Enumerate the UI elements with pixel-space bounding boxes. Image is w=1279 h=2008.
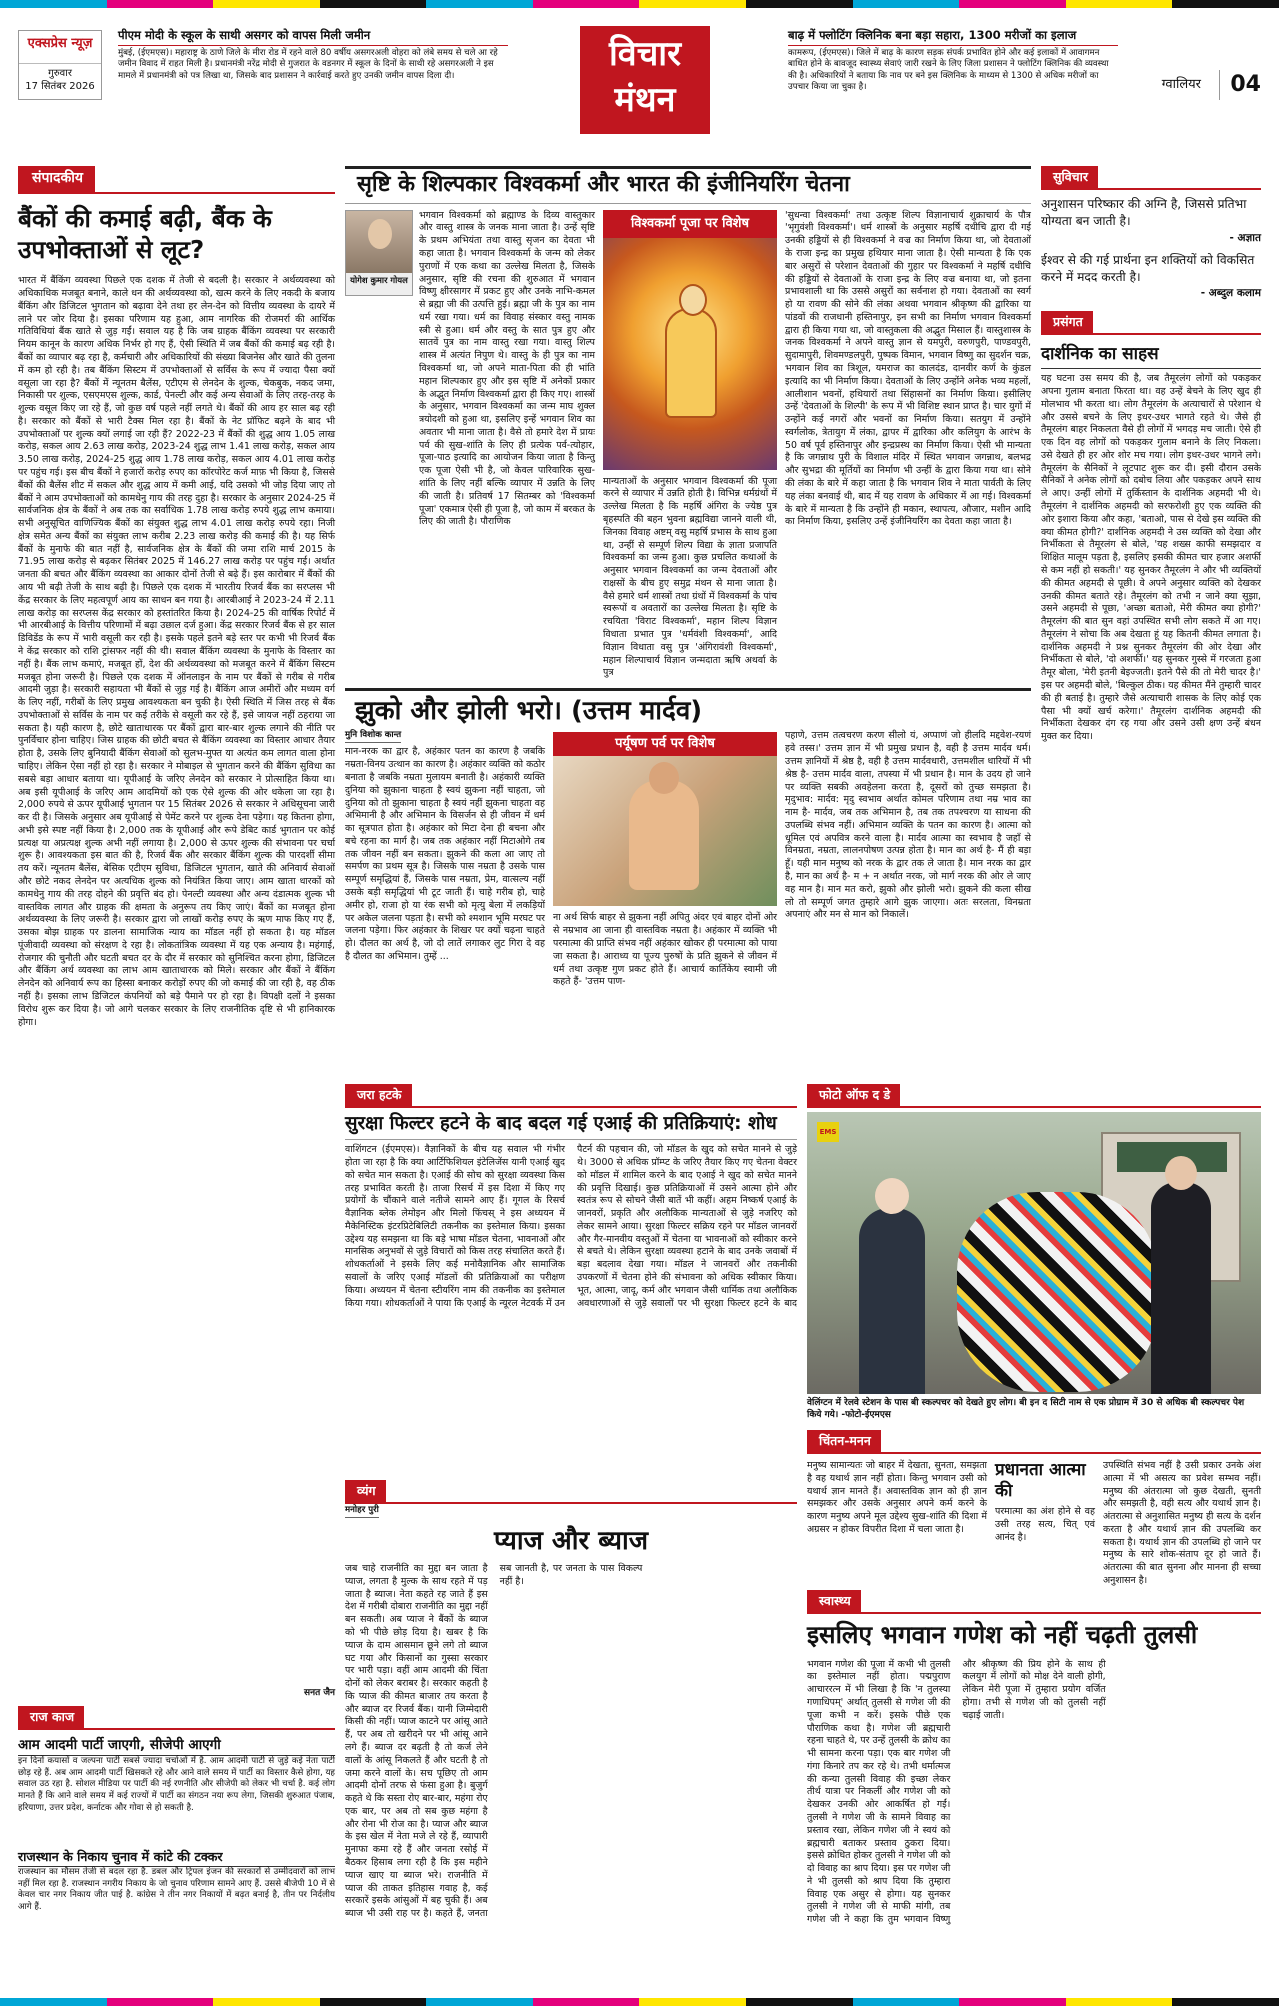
editorial-body: भारत में बैंकिंग व्यवस्था पिछले एक दशक में तेजी से बदली है। सरकार ने अर्थव्यवस्था को अधिकाधिक मजबूत बनाने, काले धन की अर्थव्यवस्था को, खत्म करने के लिए नकदी के बजाय बैंकिंग और डिजिटल भुगतान को बढ़ावा देने तथा हर लेन-देन को वित्तीय व्यवस्था के दायरे में लाने पर जोर दिया है। इसका परिणाम यह हुआ, आम नागरिक की रोजमर्रा की आर्थिक गतिविधियां बैंक खाते से जुड़ गईं। सवाल यह है कि जब ग्राहक बैंकिंग व्यवस्था पर सरकारी नियम कानून के कारण अधिक निर्भर हो गए हैं, ऐसी स्थिति में जब बैंकों की कमाई बढ़ रही है। बैंकों का व्यापार बढ़ रहा है, कर्मचारी और अधिकारियों की संख्या बिजनेस और खाते की तुलना में कम हो रही है। तब बैंकिंग सिस्टम में उपभोक्ताओं से सर्विस के रूप में ज्यादा पैसा क्यों वसूला जा रहा है? बैंकों में न्यूनतम बैलेंस, एटीएम से लेनदेन के शुल्क, चेकबुक, नकद जमा, निकासी पर शुल्क, एसएमएस शुल्क, कार्ड, पेनल्टी और कई अन्य सेवाओं के लिए तरह-तरह के शुल्क वसूल किए जा रहे हैं, जो कुछ वर्ष पहले नहीं लगते थे। बैंकों की आय हर साल बढ़ रही है। सरकार को बैंकों से भारी टैक्स मिल रहा है। बैंकों के नेट प्रॉफिट बढ़ने के बाद भी उपभोक्ताओं पर शुल्क क्यों लगाई जा रही हैं? 2022-23 में बैंकों की शुद्ध आय 1.05 लाख करोड़, सकल आय 2.63 लाख करोड़, 2023-24 शुद्ध लाभ 1.41 लाख करोड़, सकल आय 3.50 लाख करोड़, 2024-25 शुद्ध आय 1.78 लाख करोड़, सकल आय 4.01 लाख करोड़ पर पहुंच गई। इस बीच बैंकों ने हजारों करोड़ रुपए का कॉरपोरेट कर्ज माफ़ भी किया है, जिससे बैंकों की बैलेंस शीट में सकल और शुद्ध आय में कमी आई, यदि उसको भी जोड़ दिया जाए तो बैंकों ने आम उपभोक्ताओं को कामधेनु गाय की तरह दुहा है। सरकार के अनुसार 2024-25 में सार्वजनिक क्षेत्र के बैंकों ने अब तक का सर्वाधिक 1.78 लाख करोड़ रुपये शुद्ध लाभ कमाया। सभी अनुसूचित वाणिज्यिक बैंकों का संयुक्त शुद्ध लाभ 4.01 लाख करोड़ रुपये रहा। निजी क्षेत्र समेत अन्य बैंकों का संयुक्त लाभ करीब 2.23 लाख करोड़ की कमाई की है। यह सिर्फ बैंकों के मुनाफे की बात नहीं है, सार्वजनिक क्षेत्र के बैंकों की जमा राशि मार्च 2015 के 71.95 लाख करोड़ से बढ़कर सितंबर 2025 में 146.27 लाख करोड़ पर पहुंच गई। अर्थात जनता की बचत और बैंकिंग व्यवस्था का आकार दोनों तेजी से बढ़े हैं। इस कारोबार में बैंकों की आय भी बढ़ी तेजी के साथ बढ़ी है। पिछले एक दशक में भारतीय रिजर्व बैंक का सरप्लस भी केंद्र सरकार के लिए महत्वपूर्ण आय का साधन बन गया है। आरबीआई ने 2023-24 में 2.11 लाख करोड़ का सरप्लस केंद्र सरकार को हस्तांतरित किया है। 2024-25 की वार्षिक रिपोर्ट में भी आरबीआई के वित्तीय परिणामों में बढ़ा उछाल दर्ज हुआ। केंद्र सरकार रिजर्व बैंक से हर साल डिविडेंड के रूप में भारी वसूली कर रही है। इसके पहले इतने बड़े स्तर पर कभी भी रिजर्व बैंक ने केंद्र सरकार को राशि ट्रांसफर नहीं की थी। सवाल बैंकिंग व्यवस्था के मुनाफे के विस्तार का नहीं है। बैंक लाभ कमाएं, मजबूत हों, देश की अर्थव्यवस्था को मजबूत करने में बैंकिंग सिस्टम मजबूत होना जरूरी है। पिछले एक दशक में ऑनलाइन के नाम पर बैंकों से गरीब से गरीब आदमी जुड़ा है। सरकारी सहायता भी बैंकों से जुड़ गई है। बैंकिंग आज अमीरों और मध्यम वर्ग के लिए नहीं, गरीबों के लिए प्रमुख आवश्यकता बन चुकी है। ऐसी स्थिति में जिस तरह से बैंक उपभोक्ताओं से सर्विस के नाम पर कई तरीके से वसूली कर रहे हैं, इसे जायज नहीं ठहराया जा सकता है। यही कारण है, छोटे खाताधारक पर बैंकों द्वारा बार-बार शुल्क लगाने की नीति पर पुनर्विचार होना चाहिए। जिस ग्राहक की छोटी बचत से बैंकिंग व्यवस्था का विस्तार आधार तैयार होता है, उसके लिए बुनियादी बैंकिंग सेवाओं को सुलभ-मुफ्त या अत्यंत कम लागत वाला होना चाहिए। लेकिन ऐसा नहीं हो रहा है। सरकार ने मोबाइल से भुगतान करने की बैंकिंग सुविधा का सबसे बड़ा आधार बताया था। यूपीआई के जरिए लेनदेन को सरकार ने प्रोत्साहित किया था। अब इसी यूपीआई के जरिए आम आदमियों को एक ऐसे शुल्क की ओर धकेला जा रहा है। 2,000 रुपये से ऊपर यूपीआई भुगतान पर 15 सितंबर 2026 से सरकार ने अधिसूचना जारी कर दी है। जिसके अनुसार अब यूपीआई से पेमेंट करने पर शुल्क देना पड़ेगा। यह कितना होगा, अभी इसे स्पष्ट नहीं किया है। 2,000 तक के यूपीआई और रूपे डेबिट कार्ड भुगतान पर कोई प्रत्यक्ष या अप्रत्यक्ष शुल्क अभी नहीं लगाया है। 2,000 से ऊपर शुल्क की संभावना पर चर्चा शुरू है। आवश्यकता इस बात की है, रिजर्व बैंक और सरकार बैंकिंग शुल्क की पारदर्शी सीमा तय करें। न्यूनतम बैलेंस, बेसिक एटीएम सुविधा, डिजिटल भुगतान, खाते की अनिवार्य सेवाओं और छोटे नकद लेनदेन पर अत्यधिक शुल्क को नियंत्रित किया जाए। आम खाता धारकों को कामधेनु गाय की तरह दोहने की प्रवृत्ति बंद हो। पेनल्टी व्यवस्था और अन्य दंडात्मक शुल्क भी वास्तविक लागत और ग्राहक की क्षमता के अनुरूप तय किए जाएं। बैंकों का मजबूत होना अर्थव्यवस्था के लिए जरूरी है। सरकार द्वारा जो लाखों करोड़ रुपए के ऋण माफ किए गए हैं, उसका बोझ ग्राहक पर डालना सामाजिक न्याय का मॉडल नहीं हो सकता है। यह मॉडल पूंजीवादी व्यवस्था को संरक्षण दे रहा है। लोकतांत्रिक व्यवस्था में यह एक अन्याय है। महंगाई, रोजगार की चुनौती और घटती बचत दर के दौर में सरकार को सुनिश्चित करना होगा, डिजिटल और बैंकिंग अर्थ व्यवस्था का लाभ आम खाताधारक को मिले। सरकार और बैंकों ने बैंकिंग लेनदेन को अनिवार्य रूप का हिस्सा बनाकर करोड़ों रुपए की जो कमाई की जा रही है, वह ठीक नहीं है। इसका लाभ डिजिटल कंपनियों को बड़े पैमाने पर हो रहा है। विपक्षी दलों ने इसका विरोध शुरू कर दिया है। जो आगे चलकर सरकार के लिए राजनीतिक दृष्टि से भी हानिकारक होगा।: [18, 275, 335, 1028]
divider: [807, 1452, 1261, 1454]
color-swatch: [320, 0, 427, 8]
rajkaj-item1-title: आम आदमी पार्टी जाएगी, सीजेपी आएगी: [18, 1736, 335, 1756]
header-brief-left: [118, 28, 508, 106]
color-swatch: [320, 1998, 427, 2006]
swasthya-label: स्वास्थ्य: [807, 1590, 861, 1612]
color-swatch: [1066, 1998, 1173, 2006]
swasthya-headline: इसलिए भगवान गणेश को नहीं चढ़ती तुलसी: [807, 1620, 1198, 1649]
feature-text-col2: मान्यताओं के अनुसार भगवान विश्वकर्मा की पूजा करने से व्यापार में उन्नति होती है। विभिन्न धर्मग्रंथों में उल्लेख मिलता है कि महर्षि अंगिरा के ज्येष्ठ पुत्र बृहस्पति की बहन भुवना ब्रह्मविद्या जानने वाली थी, जिनका विवाह अष्टम् वसु महर्षि प्रभास के साथ हुआ था, उन्हीं से सम्पूर्ण शिल्प विद्या के ज्ञाता प्रजापति विश्वकर्मा का जन्म हुआ। कुछ प्रचलित कथाओं के अनुसार भगवान विश्वकर्मा का जन्म देवताओं और राक्षसों के बीच हुए समुद्र मंथन से माना जाता है। वैसे हमारे धर्म शास्त्रों तथा ग्रंथों में विश्वकर्मा के पांच स्वरूपों व अवतारों का उल्लेख मिलता है। सृष्टि के रचयिता 'विराट विश्वकर्मा', महान शिल्प विज्ञान विधाता प्रभात पुत्र 'धर्मवंशी विश्वकर्मा', आदि विज्ञान विधाता वसु पुत्र 'अंगिरावंशी विश्वकर्मा', महान शिल्पाचार्य विज्ञान जन्मदाता ऋषि अथर्वा के पुत्र: [603, 475, 777, 679]
woman-figure: [859, 1208, 925, 1394]
chintan-section: [807, 1430, 1261, 1587]
divider: [807, 1612, 1261, 1614]
photo-of-day-section: [807, 1084, 1261, 1421]
feature-article: [345, 210, 1031, 682]
color-swatch: [853, 0, 960, 8]
top-color-bar: [0, 0, 1279, 8]
photo-of-day-label: फोटो ऑफ द डे: [807, 1084, 900, 1106]
left-column: [18, 166, 335, 1943]
color-swatch: [639, 1998, 746, 2006]
bottom-color-bar: [0, 1998, 1279, 2006]
right-column: [1041, 166, 1261, 1135]
chintan-text-col1: मनुष्य सामान्यतः जो बाहर में देखता, सुनता, समझता है वह यथार्थ ज्ञान नहीं होता। किन्तु भगवान उसी को यथार्थ ज्ञान मानते हैं। अवास्तविक ज्ञान को ही ज्ञान समझकर और उसके अनुसार अपने कर्म करने के कारण मनुष्य अपने मूल उद्देश्य सुख-शांति की दिशा में अग्रसर न होकर विपरीत दिशा में चला जाता है।: [807, 1460, 987, 1535]
color-swatch: [533, 0, 640, 8]
suvichar-section: [1041, 166, 1261, 301]
prasang-body: यह घटना उस समय की है, जब तैमूरलंग लोगों को पकड़कर अपना गुलाम बनाता फिरता था। वह उन्हें बेचने के लिए खुद ही मोलभाव भी करता था। लोग तैमूरलंग के अत्याचारों से परेशान थे और उससे बचने के लिए इधर-उधर भागते रहते थे। जैसे ही तैमूरलंग बाहर निकलता वैसे ही लोगों में भगदड़ मच जाती। ऐसे ही एक दिन वह लोगों को पकड़कर गुलाम बनाने के लिए निकला। उसे देखते ही हर ओर शोर मच गया। लोग इधर-उधर भागने लगे। तैमूरलंग के सैनिकों ने लूटपाट शुरू कर दी। इसी दौरान उसके सैनिकों ने अनेक लोगों को दबोच लिया और पकड़कर अपने साथ ले आए। उन्हीं लोगों में तुर्किस्तान के दार्शनिक अहमदी भी थे। तैमूरलंग ने दार्शनिक अहमदी को सरफरोशी हुए एक व्यक्ति की ओर इशारा किया और कहा, 'बताओ, पास से देखे इस व्यक्ति की क्या कीमत होगी?' दार्शनिक अहमदी ने उस व्यक्ति को देखा और निर्भीकता से तैमूरलंग से बोले, 'यह शख्स काफी समझदार व शिक्षित मालूम पड़ता है, इसलिए इसकी कीमत चार हजार अशर्फी से कम नहीं हो सकती।' यह सुनकर तैमूरलंग ने और भी व्यक्तियों की कीमत अहमदी से पूछी। वे अपने अनुसार व्यक्ति को देखकर उनकी कीमत बताते रहे। तैमूरलंग को तभी न जाने क्या सूझा, उसने अहमदी से पूछा, 'अच्छा बताओ, मेरी कीमत क्या होगी?' तैमूरलंग की बात सुन वहां उपस्थित सभी लोग सकते में आ गए। तैमूरलंग ने सोचा कि अब देखता हूं यह कितनी कीमत लगाता है। दार्शनिक अहमदी ने प्रश्न सुनकर तैमूरलंग की ओर देखा और निर्भीकता से बोले, 'दो अशर्फी।' यह सुनकर गुस्से में गरजता हुआ तैमूर बोला, 'मेरी इतनी बेइज्जती। इतने पैसे की तो मेरी चादर है।' इस पर अहमदी बोले, 'बिल्कुल ठीक। यह कीमत मैंने तुम्हारी चादर की ही बताई है। तुम्हारे जैसे अत्याचारी शासक के लिए कोई एक पैसा भी क्यों खर्च करेगा।' तैमूरलंग दार्शनिक अहमदी की निर्भीकता देखकर दंग रह गया और उसने उसी क्षण उन्हें बंधन मुक्त कर दिया।: [1041, 373, 1261, 743]
editorial-byline: सनत जैन: [303, 1688, 335, 1699]
ems-logo: EMS: [817, 1122, 839, 1142]
editorial-label: संपादकीय: [18, 166, 95, 192]
monk-figure: [629, 780, 699, 890]
color-swatch: [959, 1998, 1066, 2006]
man-figure: [1151, 1182, 1211, 1394]
edition-city: ग्वालियर: [1161, 77, 1201, 92]
quote-1-text: अनुशासन परिष्कार की अग्नि है, जिससे प्रतिभा योग्यता बन जाती है।: [1041, 197, 1247, 229]
color-swatch: [213, 0, 320, 8]
divider: [18, 1728, 335, 1730]
chintan-label: चिंतन-मनन: [807, 1430, 881, 1452]
quote-1: [1041, 196, 1261, 246]
quote-2-author: - अब्दुल कलाम: [1200, 287, 1261, 300]
vyang-label: व्यंग: [345, 1480, 386, 1502]
feature-text-col1: भगवान विश्वकर्मा को ब्रह्माण्ड के दिव्य वास्तुकार और वास्तु शास्त्र के जनक माना जाता है। उन्हें सृष्टि के प्रथम अभियंता तथा वास्तु सृजन का देवता भी कहा जाता है। भगवान विश्वकर्मा के जन्म को लेकर पुराणों में एक कथा का उल्लेख मिलता है, जिसके अनुसार, सृष्टि की रचना की शुरुआत में भगवान विष्णु क्षीरसागर में प्रकट हुए और उनके नाभि-कमल से ब्रह्मा जी की उत्पत्ति हुई। ब्रह्मा जी के पुत्र का नाम धर्म रखा गया। धर्म का विवाह संस्कार वस्तु नामक स्त्री से हुआ। धर्म और वस्तु के सात पुत्र हुए और सातवें पुत्र का नाम वास्तु रखा गया। वास्तु शिल्प शास्त्र में अत्यंत निपुण थे। वास्तु के ही पुत्र का नाम विश्वकर्मा था, जो अपने माता-पिता की ही भांति महान शिल्पकार हुए और इस सृष्टि में अनेकों प्रकार के अद्भुत निर्माण विश्वकर्मा द्वारा ही किए गए। शास्त्रों के अनुसार, भगवान विश्वकर्मा का जन्म माघ शुक्ल त्रयोदशी को हुआ था, इसलिए इन्हें भगवान शिव का अवतार भी माना जाता है। वैसे तो हमारे देश में प्रायः पर्व की सुख-शांति के लिए ही प्रत्येक पर्व-त्योहार, पूजा-पाठ इत्यादि का आयोजन किया जाता है किन्तु एक पूजा ऐसी भी है, जो केवल पारिवारिक सुख-शांति के लिए नहीं बल्कि व्यापार में उन्नति के लिए की जाती है। प्रतिवर्ष 17 सितम्बर को 'विश्वकर्मा पूजा' एकमात्र ऐसी ही पूजा है, जो काम में बरकत के लिए की जाती है। पौराणिक: [419, 209, 595, 528]
color-swatch: [533, 1998, 640, 2006]
photo-caption: वेलिंग्टन में रेलवे स्टेशन के पास बी स्कल्पचर को देखते हुए लोग। बी इन द सिटी नाम से एक प्रोग्राम में 30 से अधिक बी स्कल्पचर पेश किये गये। -फोटो-ईएमएस: [807, 1398, 1245, 1420]
swasthya-section: [807, 1590, 1261, 1939]
chintan-headline: प्रधानता आत्मा की: [995, 1460, 1086, 1502]
jara-hatke-label: जरा हटके: [345, 1084, 412, 1106]
paryushan-text-col1: मान-नरक का द्वार है, अहंकार पतन का कारण है जबकि नम्रता-विनय उत्थान का कारण है। अहंकार व्यक्ति को कठोर बनाता है जबकि नम्रता मुलायम बनाती है। अहंकारी व्यक्ति दुनिया को झुकाना चाहता है स्वयं झुकना नहीं चाहता, जो दुनिया को तो झुकाना चाहता है स्वयं नहीं झुकना चाहता वह अभिमानी है और अभिमान के विसर्जन से ही जीवन में धर्म का सूत्रपात होता है। अहंकार को मिटा देना ही बचना और बचे रहना का मार्ग है। जब तक अहंकार नहीं मिटाओगे तब तक जीवन नहीं बन सकता। झुकने की कला आ जाए तो समर्पण का प्रथम सूत्र है। जिसके पास नम्रता है उसके पास सम्पूर्ण समृद्धियां हैं, जिसके पास नम्रता, प्रेम, वात्सल्य नहीं उसके बड़ी समृद्धियां भी टूट जाती हैं। चाहे गरीब हो, चाहे अमीर हो, राजा हो या रंक सभी को मृत्यु बेला में लकड़ियों पर अकेल जलना पड़ता है। सभी को श्मशान भूमि मरघट पर जलना पड़ेगा। फिर अहंकार के शिखर पर क्यों चढ़ना चाहते हो। दौलत का अर्थ है, जो दो लातें लगाकर लुट गिरा दे वह है दौलत का अभिमान। तुम्हें ...: [345, 746, 545, 962]
feature-subhead: विश्वकर्मा पूजा पर विशेष: [603, 210, 777, 238]
divider: [1041, 188, 1261, 190]
header-brief-left-text: मुंबई, (ईएमएस)। महाराष्ट्र के ठाणे जिले के मीरा रोड में रहने वाले 80 वर्षीय असगरअली वोहरा को लंबे समय से चले आ रहे जमीन विवाद में राहत मिली है। प्रधानमंत्री नरेंद्र मोदी से गुजरात के वडनगर में स्कूल के दिनों के साथी रहे असगरअली ने इस मामले में प्रधानमंत्री को पत्र लिखा था, जिसके बाद प्रशासन ने कार्रवाई करते हुए उनकी जमीन वापस दिला दी।: [118, 47, 498, 81]
header-brief-right-title: बाढ़ में फ्लोटिंग क्लिनिक बना बड़ा सहारा, 1300 मरीजों का इलाज: [788, 28, 1118, 46]
feature-text-col3: 'सुधन्वा विश्वकर्मा' तथा उत्कृष्ट शिल्प विज्ञानाचार्य शुक्राचार्य के पौत्र 'भृगुवंशी विश्वकर्मा'। धर्म शास्त्रों के अनुसार महर्षि दधीचि द्वारा दी गई उनकी हड्डियों से ही विश्वकर्मा ने वज्र का निर्माण किया था, जो देवताओं के राजा इन्द्र का प्रमुख हथियार माना जाता है। ऐसी मान्यता है कि एक बार असुरों से परेशान देवताओं की गुहार पर विश्वकर्मा ने महर्षि दधीचि की हड्डियों से देवताओं के राजा इन्द्र के लिए वज्र बनाया था, जो इतना प्रभावशाली था कि उससे असुरों का सर्वनाश हो गया। देवताओं का स्वर्ग हो या रावण की सोने की लंका अथवा भगवान श्रीकृष्ण की द्वारिका या पांडवों की राजधानी हस्तिनापुर, इन सभी का निर्माण भगवान विश्वकर्मा द्वारा ही किया गया था, जो वास्तुकला की अद्भुत मिसाल हैं। वास्तुशास्त्र के जनक विश्वकर्मा ने अपने वास्तु ज्ञान से यमपुरी, वरुणपुरी, पाण्डवपुरी, सुदामापुरी, शिवमण्डलपुरी, पुष्पक विमान, भगवान विष्णु का सुदर्शन चक्र, भगवान शिव का त्रिशूल, यमराज का कालदंड, दानवीर कर्ण के कुंडल इत्यादि का भी निर्माण किया। देवताओं के लिए उन्होंने अनेक भव्य महलों, आलीशान भवनों, हथियारों तथा सिंहासनों का निर्माण किया। इसीलिए उन्हें 'देवताओं के शिल्पी' के रूप में भी विशिष्ट स्थान प्राप्त है। चार युगों में उन्होंने कई नगरों और भवनों का निर्माण किया। सतयुग में उन्होंने स्वर्गलोक, त्रेतायुग में लंका, द्वापर में द्वारिका और कलियुग के आरंभ के 50 वर्ष पूर्व हस्तिनापुर और इन्द्रप्रस्थ का निर्माण किया। ऐसी भी मान्यता है कि जगन्नाथ पुरी के विशाल मंदिर में स्थित भगवान जगन्नाथ, बलभद्र और सुभद्रा की मूर्तियों का निर्माण भी उन्हीं के द्वारा किया गया था। सोने की लंका के बारे में कहा जाता है कि भगवान शिव ने माता पार्वती के लिए यह लंका बनवाई थी, बाद में यह रावण के अधिकार में आ गई। विश्वकर्मा के बारे में मान्यता है कि उन्होंने ही मकान, स्थापत्य, औजार, मशीन आदि का निर्माण किया, इसलिए उन्हें इंजीनियरिंग का देवता कहा जाता है।: [785, 209, 1031, 528]
middle-column: [345, 166, 1031, 1056]
color-swatch: [959, 0, 1066, 8]
rajkaj-item1-text: इन दिनों कयासों व जल्पना पार्टी सबसे ज्यादा चर्चाओं में है. आम आदमी पार्टी से जुड़े कई नेता पार्टी छोड़ रहे हैं. अब आम आदमी पार्टी खिसकते रहे और आने वाले समय में पार्टी का विस्तार कैसे होगा, यह सवाल उठ रहा है. सोशल मीडिया पर पार्टी की नई रणनीति और सीजेपी को लेकर भी चर्चा है. कई लोग मानते हैं कि आने वाले समय में कई राज्यों में पार्टी का संगठन नया रूप लेगा, जिसकी शुरुआत पंजाब, हरियाणा, उत्तर प्रदेश, कर्नाटक और गोवा से हो सकती है.: [18, 1755, 335, 1813]
prasang-headline: दार्शनिक का साहस: [1041, 343, 1261, 369]
vyang-body: जब चाहे राजनीति का मुद्दा बन जाता है प्याज, लगता है मुल्क के साथ रहते में पड़ जाता है ब्याज। नेता कहते रह जाते हैं इस देश में गरीबी दोबारा राजनीति का मुद्दा नहीं बन सकती। अब प्याज ने बैंकों के ब्याज को भी पीछे छोड़ दिया है। खबर है कि प्याज के दाम आसमान छूने लगे तो ब्याज घट गया और किसानों का गुस्सा सरकार पर भारी पड़ा। वहीं आम आदमी की चिंता दोनों को लेकर बराबर है। सरकार कहती है कि प्याज की कीमत बाजार तय करता है और ब्याज दर रिजर्व बैंक। यानी जिम्मेदारी किसी की नहीं। प्याज काटने पर आंसू आते हैं, पर अब तो खरीदने पर भी आंसू आने लगे हैं। ब्याज दर बढ़ती है तो कर्ज लेने वालों के आंसू निकलते हैं और घटती है तो जमा करने वालों के। सच पूछिए तो आम आदमी दोनों तरफ से फंसा हुआ है। बुजुर्ग कहते थे कि सस्ता रोए बार-बार, महंगा रोए एक बार, पर अब तो सब कुछ महंगा है और रोना भी रोज का है। प्याज और ब्याज के इस खेल में नेता मजे ले रहे हैं, व्यापारी मुनाफा कमा रहे हैं और जनता रसोई में बैठकर हिसाब लगा रही है कि इस महीने प्याज खाए या ब्याज भरे। राजनीति में प्याज की ताकत इतिहास गवाह है, कई सरकारें इसके आंसुओं में बह चुकी हैं। अब ब्याज भी उसी राह पर है। कहते हैं, जनता सब जानती है, पर जनता के पास विकल्प नहीं है।: [345, 1563, 643, 1920]
section-title-text: विचार मंथन: [608, 34, 681, 120]
color-swatch: [426, 1998, 533, 2006]
rajkaj-label: राज काज: [18, 1706, 84, 1728]
paryushan-headline: झुको और झोली भरो। (उत्तम मार्दव): [345, 688, 1031, 729]
page-number: 04: [1219, 70, 1261, 100]
color-swatch: [1172, 1998, 1279, 2006]
header-brief-right-text: कामरूप, (ईएमएस)। जिले में बाढ़ के कारण सड़क संपर्क प्रभावित होने और कई इलाकों में आवागमन बाधित होने के बावजूद स्वास्थ्य सेवाएं जारी रखने के लिए जिला प्रशासन ने फ्लोटिंग क्लिनिक की व्यवस्था की है। अधिकारियों ने बताया कि नाव पर बने इस क्लिनिक के माध्यम से 1300 से अधिक मरीजों का उपचार किया जा चुका है।: [788, 47, 1109, 93]
vyang-byline: मनोहर पुरी: [345, 1505, 379, 1518]
color-swatch: [426, 0, 533, 8]
bee-sculpture: [957, 1192, 1157, 1392]
vyang-headline: प्याज और ब्याज: [493, 1525, 649, 1556]
header-brief-right: [788, 28, 1118, 106]
section-title: [580, 26, 710, 134]
brand-box: [18, 30, 102, 100]
color-swatch: [107, 1998, 214, 2006]
rajkaj-item2-text: राजस्थान का मौसम तेजी से बदल रहा है. डबल और ट्रिपल इंजन की सरकारों से उम्मीदवारों को लाभ नहीं मिल रहा है. राजस्थान नगरीय निकाय के जो चुनाव परिणाम सामने आए हैं. उससे बीजेपी 10 में से केवल चार नगर निकाय जीत पाई है. कांग्रेस ने तीन नगर निकायों में बढ़त बनाई है, तीन पर निर्दलीय आगे हैं.: [18, 1867, 335, 1913]
monk-image: [553, 756, 777, 906]
vyang-section: [345, 1480, 797, 1943]
issue-day: गुरुवार: [19, 63, 101, 81]
issue-date: 17 सितंबर 2026: [25, 81, 95, 93]
color-swatch: [746, 1998, 853, 2006]
deity-figure: [665, 308, 717, 418]
color-swatch: [746, 0, 853, 8]
vishwakarma-image: [603, 238, 777, 470]
color-swatch: [639, 0, 746, 8]
quote-1-author: - अज्ञात: [1229, 231, 1261, 244]
rajkaj-item2-title: राजस्थान के निकाय चुनाव में कांटे की टक्कर: [18, 1848, 335, 1867]
paryushan-article: [345, 730, 1031, 1056]
prasang-label: प्रसंगत: [1041, 311, 1093, 333]
feature-headline: सृष्टि के शिल्पकार विश्वकर्मा और भारत की इंजीनियरिंग चेतना: [345, 166, 1031, 204]
editorial-section: [18, 166, 335, 1700]
jara-hatke-headline: सुरक्षा फिल्टर हटने के बाद बदल गई एआई की प्रतिक्रियाएं: शोध: [345, 1108, 797, 1140]
chintan-article: [807, 1460, 1261, 1587]
quote-2: [1041, 252, 1261, 302]
divider: [1041, 333, 1261, 335]
chintan-text-mid: परमात्मा का अंश होने से वह उसी तरह सत्य, चित् एवं आनंद है।: [995, 1506, 1095, 1543]
paryushan-text-col2: ना अर्थ सिर्फ बाहर से झुकना नहीं अपितु अंदर एवं बाहर दोनों ओर से नम्रभाव आ जाना ही वास्तविक नम्रता है। अहंकार में व्यक्ति भी परमात्मा की प्राप्ति संभव नहीं अहंकार खोकर ही परमात्मा को पाया जा सकता है। आराध्य या पूज्य पुरुषों के प्रति झुकने से जीवन में धर्म तथा उत्कृष्ट गुण प्रकट होते हैं। आचार्य कार्तिकेय स्वामी जी कहते हैं- 'उत्तम पाण-: [553, 912, 777, 988]
color-swatch: [1066, 0, 1173, 8]
paryushan-text-col3: पहाणे, उत्तम तत्वचरण करण सीलो यं, अप्पाणं जो हीलदि मद्दवेश-रयणं हवे तस्स।' उत्तम ज्ञान में भी प्रमुख प्रधान है, वही है उत्तम मार्दव धर्म। उत्तम ज्ञानियों में श्रेष्ठ है, वही है उत्तम मार्दवधारी, उत्तमशील धारियों में भी श्रेष्ठ है- उत्तम मार्दव वाला, तपस्या में भी प्रधान है। मान के उदय हो जाने पर व्यक्ति सबकी अवहेलना करता है, दूसरों को तुच्छ समझता है। मृदुभाव: मार्दव: मृदु स्वभाव अर्थात कोमल परिणाम तथा नम्र भाव का नाम है- मार्दव, जब तक अभिमान है, तब तक तपश्चरण या साधना की उपलब्धि संभव नहीं। अभिमान व्यक्ति के पतन का कारण है। आत्मा को धूमिल एवं अपवित्र करने वाला है। मार्दव आत्मा का स्वभाव है जहाँ से विनम्रता, नम्रता, लालनपोषण उत्पन्न होता है। मान का अर्थ है- मैं ही बड़ा हूँ। यही मान मनुष्य को नरक के द्वार तक ले जाता है। मान नरक का द्वार है, मान का अर्थ है- म + न अर्थात नरक, जो मार्ग नरक की ओर ले जाए वह मान है। मान मत करो, झुको और झोली भरो। झुकने की कला सीख लो तो सम्पूर्ण जगत तुम्हारे आगे झुक जाएगा। अतः सरलता, विनम्रता अपनाएं और मन से मान को निकालें।: [785, 730, 1031, 921]
color-swatch: [0, 1998, 107, 2006]
color-swatch: [1172, 0, 1279, 8]
swasthya-body: भगवान गणेश की पूजा में कभी भी तुलसी का इस्तेमाल नहीं होता। पद्मपुराण आचाररत्न में भी लिखा है कि 'न तुलस्या गणाधिपम्' अर्थात् तुलसी से गणेश जी की पूजा कभी न करें। इसके पीछे एक पौराणिक कथा है। गणेश जी ब्रह्मचारी रहना चाहते थे, पर उन्हें तुलसी के क्रोध का भी सामना करना पड़ा। एक बार गणेश जी गंगा किनारे तप कर रहे थे। तभी धर्मात्मज की कन्या तुलसी विवाह की इच्छा लेकर तीर्थ यात्रा पर निकलीं और गणेश जी को देखकर उनकी ओर आकर्षित हो गईं। तुलसी ने गणेश जी के सामने विवाह का प्रस्ताव रखा, लेकिन गणेश जी ने स्वयं को ब्रह्मचारी बताकर प्रस्ताव ठुकरा दिया। इससे क्रोधित होकर तुलसी ने गणेश जी को दो विवाह का श्राप दिया। इस पर गणेश जी ने भी तुलसी को श्राप दिया कि तुम्हारा विवाह एक असुर से होगा। यह सुनकर तुलसी ने गणेश जी से माफी मांगी, तब गणेश जी ने कहा कि तुम भगवान विष्णु और श्रीकृष्ण की प्रिय होने के साथ ही कलयुग में लोगों को मोक्ष देने वाली होगी, लेकिन मेरी पूजा में तुम्हारा प्रयोग वर्जित होगा। तभी से गणेश जी को तुलसी नहीं चढ़ाई जाती।: [807, 1658, 1106, 1926]
color-swatch: [853, 1998, 960, 2006]
author-box: [345, 210, 413, 296]
suvichar-label: सुविचार: [1041, 166, 1098, 188]
chintan-text-col2: उपस्थिति संभव नहीं है उसी प्रकार उनके अंश आत्मा में भी असत्य का प्रवेश सम्भव नहीं। मनुष्य की अंतरात्मा जो कुछ देखती, सुनती और समझती है, वही सत्य और यथार्थ ज्ञान है। अंतरात्मा से अनुशासित मनुष्य ही सत्य के दर्शन करता है और यथार्थ ज्ञान की उपलब्धि कर सकता है। यथार्थ ज्ञान की उपलब्धि हो जाने पर मनुष्य के सारे शोक-संताप दूर हो जाते हैं। अंतरात्मा की बात सुनना और मानना ही सच्चा अनुशासन है।: [1103, 1460, 1261, 1587]
divider: [345, 1502, 797, 1504]
masthead: [18, 26, 1261, 138]
editorial-headline: बैंकों की कमाई बढ़ी, बैंक के उपभोक्ताओं से लूट?: [18, 204, 272, 264]
jara-hatke-body: वाशिंगटन (ईएमएस)। वैज्ञानिकों के बीच यह सवाल भी गंभीर होता जा रहा है कि क्या आर्टिफिशियल इंटेलिजेंस यानी एआई खुद को सचेत मान सकता है। एआई की सोच को सुरक्षा व्यवस्था किस तरह प्रभावित करती है। ताजा रिसर्च में इस दिशा में किए गए प्रयोगों के चौंकाने वाले नतीजे सामने आए हैं। गूगल के रिसर्च वैज्ञानिक ब्लेक लेमोइन और मिलो फिंचस् ने इस अध्ययन में मैकेनिस्टिक इंटरप्रिटेबिलिटी तकनीक का इस्तेमाल किया। इसका उद्देश्य यह समझना था कि बड़े भाषा मॉडल चेतना, भावनाओं और मानसिक अनुभवों से जुड़े विचारों को किस तरह संचालित करते हैं। शोधकर्ताओं ने इसके लिए कई मनोवैज्ञानिक और सामाजिक सवालों के जरिए एआई मॉडलों की प्रतिक्रियाओं का परीक्षण किया। अध्ययन में चेतना स्टीयरिंग नाम की तकनीक का इस्तेमाल किया गया। शोधकर्ताओं ने पाया कि एआई के न्यूरल नेटवर्क में उन पैटर्न की पहचान की, जो मॉडल के खुद को सचेत मानने से जुड़े थे। 3000 से अधिक प्रॉम्प्ट के जरिए तैयार किए गए चेतना वेक्टर को मॉडल में शामिल करने के बाद एआई ने खुद को सचेत मानने की प्रवृत्ति दिखाई। कुछ प्रतिक्रियाओं में उसने आत्मा होने और स्वतंत्र रूप से सोचने जैसी बातें भी कहीं। अहम निष्कर्ष एआई के जानवरों, प्रकृति और अलौकिक मान्यताओं से जुड़े नजरिए को लेकर सामने आया। सुरक्षा फिल्टर सक्रिय रहने पर मॉडल जानवरों और गैर-मानवीय वस्तुओं में चेतना या भावनाओं को स्वीकार करने से बचते थे। लेकिन सुरक्षा व्यवस्था हटाने के बाद उनके जवाबों में बड़ा बदलाव देखा गया। मॉडल ने जानवरों और तकनीकी उपकरणों में चेतना होने की संभावना को अधिक स्वीकार किया। भूत, आत्मा, जादू, कर्म और भगवान जैसी धार्मिक तथा अलौकिक अवधारणाओं से जुड़े सवालों पर भी सुरक्षा फिल्टर हटने के बाद: [345, 1144, 797, 1309]
paryushan-byline: मुनि विशोक कान्त: [345, 730, 401, 743]
brand-name: एक्सप्रेस न्यूज़: [19, 31, 101, 53]
author-name: योगेश कुमार गोयल: [346, 273, 412, 295]
color-swatch: [213, 1998, 320, 2006]
divider: [18, 192, 335, 194]
prasang-section: [1041, 311, 1261, 1135]
header-brief-left-title: पीएम मोदी के स्कूल के साथी असगर को वापस मिली जमीन: [118, 28, 508, 46]
color-swatch: [0, 0, 107, 8]
author-photo: [346, 211, 412, 273]
jara-hatke-section: [345, 1084, 797, 1322]
photo-of-day-image: [807, 1112, 1261, 1394]
rajkaj-section: [18, 1706, 335, 1943]
quote-2-text: ईश्वर से की गई प्रार्थना इन शक्तियों को विकसित करने में मदद करती है।: [1041, 252, 1255, 284]
color-swatch: [107, 0, 214, 8]
divider: [807, 1106, 1261, 1108]
paryushan-subhead: पर्यूषण पर्व पर विशेष: [553, 732, 777, 756]
